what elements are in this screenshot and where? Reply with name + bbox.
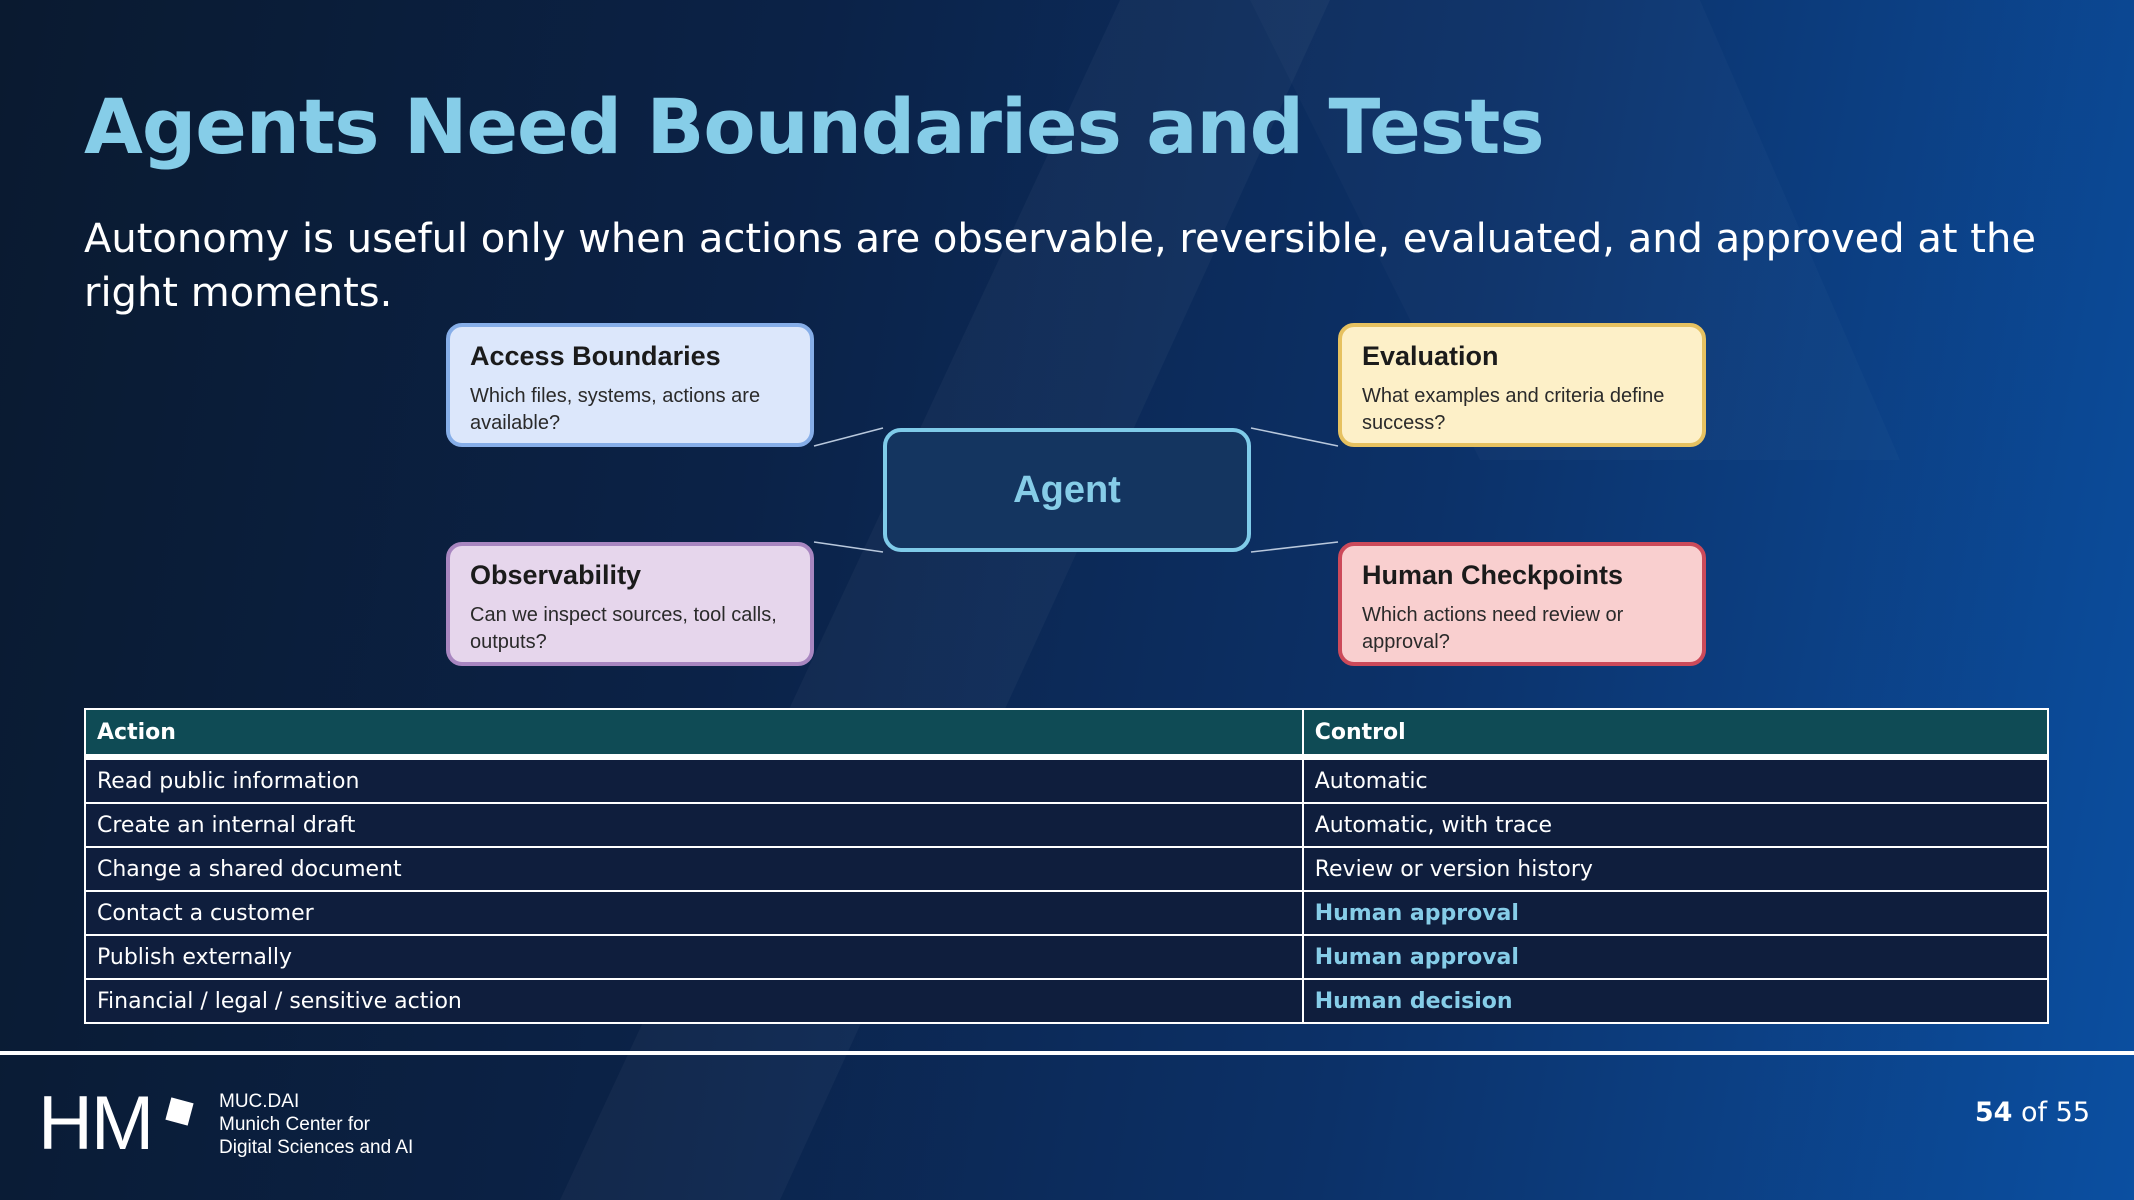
action-cell: Publish externally [85, 935, 1303, 979]
table-row [85, 847, 2048, 891]
agent-node: Agent [883, 428, 1251, 552]
observability-box [446, 542, 814, 666]
table-row [85, 979, 2048, 1023]
action-cell: Financial / legal / sensitive action [85, 979, 1303, 1023]
access-boundaries-box [446, 323, 814, 447]
action-cell: Change a shared document [85, 847, 1303, 891]
evaluation-title: Evaluation [1362, 341, 1499, 371]
control-cell: Review or version history [1303, 847, 2048, 891]
header-control: Control [1303, 709, 2048, 757]
table-row [85, 757, 2048, 803]
human-checkpoints-desc: Which actions need review or approval? [1362, 604, 1624, 653]
org-line: Digital Sciences and AI [219, 1137, 414, 1158]
evaluation-box [1338, 323, 1706, 447]
human-checkpoints-box [1338, 542, 1706, 666]
org-line: Munich Center for [219, 1114, 371, 1135]
action-control-table [84, 708, 2049, 1024]
control-cell: Human approval [1303, 891, 2048, 935]
table-header-row [85, 709, 2048, 757]
control-cell: Automatic, with trace [1303, 803, 2048, 847]
action-cell: Read public information [85, 757, 1303, 803]
current-page: 54 [1974, 1097, 2013, 1128]
observability-title: Observability [470, 560, 642, 590]
org-line: MUC.DAI [219, 1091, 300, 1112]
footer-divider [0, 1051, 2134, 1055]
access-boundaries-desc: Which files, systems, actions are available? [470, 385, 761, 434]
access-boundaries-title: Access Boundaries [470, 341, 721, 371]
observability-desc: Can we inspect sources, tool calls, outputs? [470, 604, 777, 653]
page-number [1975, 1097, 2090, 1128]
control-cell: Human approval [1303, 935, 2048, 979]
evaluation-desc: What examples and criteria define success? [1362, 385, 1665, 434]
human-checkpoints-title: Human Checkpoints [1362, 560, 1624, 590]
control-cell: Automatic [1303, 757, 2048, 803]
control-cell: Human decision [1303, 979, 2048, 1023]
action-cell: Contact a customer [85, 891, 1303, 935]
organization-name [219, 1090, 413, 1159]
header-action: Action [85, 709, 1303, 757]
action-cell: Create an internal draft [85, 803, 1303, 847]
hm-logo: HM [38, 1081, 153, 1166]
slide-title: Agents Need Boundaries and Tests [84, 82, 1544, 171]
table-row [85, 803, 2048, 847]
slide-subtitle: Autonomy is useful only when actions are observable, reversible, evaluated, and approved at the right moments. [84, 216, 2036, 316]
table-row [85, 891, 2048, 935]
total-pages: of 55 [2021, 1097, 2090, 1128]
table-row [85, 935, 2048, 979]
logo-square-icon [165, 1097, 193, 1125]
